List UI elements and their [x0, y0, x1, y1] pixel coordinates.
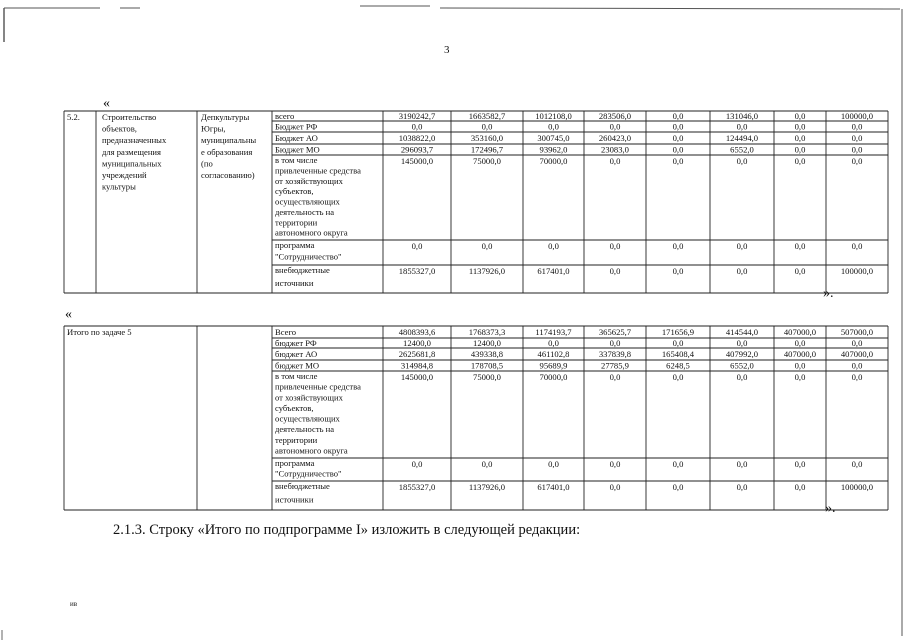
- value-cell: 1137926,0: [468, 482, 506, 492]
- value-cell: 2625681,8: [398, 349, 436, 359]
- value-cell: 6552,0: [730, 360, 754, 371]
- task-name-line: для размещения: [102, 146, 161, 157]
- value-cell: 0,0: [851, 360, 863, 371]
- funding-source-label: деятельность на: [275, 424, 335, 435]
- value-cell: 0,0: [794, 241, 806, 251]
- value-cell: 100000,0: [840, 266, 874, 276]
- funding-source-label: автономного округа: [275, 227, 348, 238]
- funding-source-label: внебюджетные: [275, 481, 330, 491]
- funding-source-label: источники: [275, 278, 314, 288]
- value-cell: 12400,0: [473, 338, 501, 348]
- value-cell: 95689,9: [539, 360, 568, 371]
- task-name-line: учреждений: [102, 170, 147, 180]
- task-name-line: муниципальных: [102, 158, 162, 169]
- value-cell: 131046,0: [725, 111, 759, 121]
- table2-quote-open: «: [65, 307, 72, 322]
- value-cell: 337839,8: [598, 349, 632, 359]
- value-cell: 23083,0: [601, 144, 629, 155]
- value-cell: 70000,0: [539, 372, 568, 382]
- value-cell: 461102,8: [537, 349, 570, 359]
- value-cell: 100000,0: [840, 111, 874, 121]
- value-cell: 6552,0: [730, 144, 754, 155]
- funding-source-label: Бюджет АО: [275, 133, 318, 143]
- task-name-line: предназначенных: [102, 135, 167, 146]
- funding-source-label: осуществляющих: [275, 196, 340, 207]
- value-cell: 617401,0: [537, 266, 570, 276]
- executor-line: Югры,: [201, 123, 226, 134]
- value-cell: 0,0: [672, 338, 684, 348]
- funding-source-label: программа: [275, 458, 315, 468]
- value-cell: 0,0: [736, 156, 748, 166]
- value-cell: 172496,7: [470, 144, 504, 155]
- funding-source-label: "Сотрудничество": [275, 251, 342, 262]
- funding-source-label: в том числе: [275, 155, 318, 165]
- value-cell: 0,0: [794, 121, 806, 132]
- funding-source-label: бюджет АО: [275, 349, 318, 359]
- value-cell: 1855327,0: [398, 482, 436, 492]
- value-cell: 283506,0: [598, 111, 632, 121]
- value-cell: 0,0: [672, 133, 684, 143]
- funding-source-label: бюджет МО: [275, 360, 320, 371]
- funding-source-label: Бюджет РФ: [275, 121, 318, 132]
- value-cell: 1663582,7: [468, 111, 506, 121]
- value-cell: 365625,7: [598, 327, 632, 337]
- value-cell: 407000,0: [783, 327, 817, 337]
- value-cell: 414544,0: [725, 327, 759, 337]
- value-cell: 0,0: [481, 241, 493, 251]
- value-cell: 0,0: [736, 482, 748, 492]
- value-cell: 1174193,7: [535, 327, 572, 337]
- value-cell: 0,0: [548, 338, 559, 348]
- funding-source-label: автономного округа: [275, 445, 348, 456]
- funding-source-label: деятельность на: [275, 206, 335, 217]
- value-cell: 353160,0: [470, 133, 504, 143]
- value-cell: 145000,0: [400, 156, 434, 166]
- value-cell: 0,0: [736, 338, 748, 348]
- value-cell: 0,0: [672, 111, 684, 121]
- page-number: 3: [444, 44, 450, 56]
- funding-source-label: субъектов,: [275, 402, 314, 413]
- value-cell: 171656,9: [661, 327, 695, 337]
- value-cell: 6248,5: [666, 360, 690, 371]
- executor-line: (по: [201, 158, 213, 169]
- value-cell: 0,0: [794, 133, 806, 143]
- value-cell: 0,0: [609, 156, 621, 166]
- funding-source-label: привлеченные средства: [275, 381, 361, 392]
- funding-source-label: в том числе: [275, 371, 318, 381]
- value-cell: 0,0: [609, 338, 621, 348]
- funding-source-label: программа: [275, 240, 315, 250]
- value-cell: 0,0: [548, 459, 559, 469]
- executor-line: Депкультуры: [201, 112, 250, 122]
- row-number: 5.2.: [67, 112, 80, 122]
- value-cell: 1038822,0: [398, 133, 436, 143]
- value-cell: 0,0: [736, 241, 748, 251]
- funding-source-label: территории: [275, 217, 318, 228]
- value-cell: 3190242,7: [398, 111, 436, 121]
- task-name-line: Итого по задаче 5: [67, 327, 132, 337]
- value-cell: 0,0: [609, 241, 621, 251]
- value-cell: 93962,0: [539, 144, 568, 155]
- value-cell: 0,0: [609, 459, 621, 469]
- funding-source-label: субъектов,: [275, 186, 314, 197]
- value-cell: 0,0: [672, 144, 684, 155]
- funding-source-label: бюджет РФ: [275, 338, 317, 348]
- value-cell: 407000,0: [840, 349, 874, 359]
- value-cell: 0,0: [672, 156, 684, 166]
- value-cell: 0,0: [794, 266, 806, 276]
- value-cell: 507000,0: [840, 327, 874, 337]
- value-cell: 100000,0: [840, 482, 874, 492]
- value-cell: 12400,0: [403, 338, 431, 348]
- funding-source-label: территории: [275, 434, 318, 445]
- value-cell: 1012108,0: [535, 111, 572, 121]
- funding-source-label: привлеченные средства: [275, 165, 361, 176]
- task-name-line: культуры: [102, 181, 136, 192]
- value-cell: 0,0: [794, 459, 806, 469]
- value-cell: 0,0: [736, 266, 748, 276]
- footer-mark: ив: [70, 600, 78, 608]
- task-name-line: Строительство: [102, 112, 157, 122]
- value-cell: 0,0: [481, 459, 493, 469]
- value-cell: 314984,8: [400, 360, 434, 371]
- value-cell: 439338,8: [470, 349, 504, 359]
- value-cell: 617401,0: [537, 482, 570, 492]
- executor-line: муниципальны: [201, 135, 257, 146]
- value-cell: 296093,7: [400, 144, 434, 155]
- value-cell: 0,0: [851, 459, 863, 469]
- executor-line: е образования: [201, 146, 253, 157]
- value-cell: 0,0: [672, 266, 684, 276]
- funding-source-label: "Сотрудничество": [275, 468, 342, 479]
- value-cell: 0,0: [609, 372, 621, 382]
- value-cell: 0,0: [609, 482, 621, 492]
- value-cell: 0,0: [672, 372, 684, 382]
- value-cell: 0,0: [609, 266, 621, 276]
- value-cell: 0,0: [411, 121, 423, 132]
- value-cell: 0,0: [794, 338, 806, 348]
- value-cell: 0,0: [411, 459, 423, 469]
- value-cell: 165408,4: [661, 349, 695, 359]
- value-cell: 0,0: [851, 241, 863, 251]
- value-cell: 260423,0: [598, 133, 632, 143]
- value-cell: 75000,0: [473, 156, 501, 166]
- value-cell: 0,0: [851, 338, 863, 348]
- value-cell: 1855327,0: [398, 266, 436, 276]
- value-cell: 0,0: [794, 360, 806, 371]
- value-cell: 0,0: [672, 241, 684, 251]
- value-cell: 0,0: [851, 133, 863, 143]
- value-cell: 0,0: [851, 156, 863, 166]
- value-cell: 0,0: [851, 121, 863, 132]
- funding-source-label: от хозяйствующих: [275, 175, 343, 186]
- table1-quote-open: «: [103, 96, 110, 111]
- value-cell: 0,0: [672, 121, 684, 132]
- executor-line: согласованию): [201, 170, 255, 180]
- value-cell: 0,0: [481, 121, 493, 132]
- value-cell: 178708,5: [470, 360, 504, 371]
- value-cell: 0,0: [609, 121, 621, 132]
- value-cell: 0,0: [851, 372, 863, 382]
- value-cell: 407000,0: [783, 349, 817, 359]
- value-cell: 0,0: [736, 372, 748, 382]
- funding-source-label: Бюджет МО: [275, 144, 320, 155]
- value-cell: 0,0: [548, 121, 559, 132]
- value-cell: 0,0: [672, 482, 684, 492]
- value-cell: 0,0: [794, 144, 806, 155]
- funding-source-label: от хозяйствующих: [275, 392, 343, 403]
- value-cell: 75000,0: [473, 372, 501, 382]
- value-cell: 300745,0: [537, 133, 570, 143]
- table2-quote-close: ».: [825, 501, 836, 516]
- funding-source-label: всего: [275, 111, 295, 121]
- value-cell: 70000,0: [539, 156, 568, 166]
- value-cell: 27785,9: [601, 360, 629, 371]
- value-cell: 0,0: [794, 372, 806, 382]
- value-cell: 0,0: [794, 111, 806, 121]
- funding-source-label: внебюджетные: [275, 265, 330, 275]
- task-name-line: объектов,: [102, 123, 137, 134]
- value-cell: 0,0: [411, 241, 423, 251]
- funding-source-label: осуществляющих: [275, 413, 340, 424]
- value-cell: 4808393,6: [398, 327, 436, 337]
- value-cell: 0,0: [736, 459, 748, 469]
- value-cell: 1768373,3: [468, 327, 506, 337]
- value-cell: 0,0: [548, 241, 559, 251]
- value-cell: 0,0: [851, 144, 863, 155]
- value-cell: 0,0: [672, 459, 684, 469]
- value-cell: 1137926,0: [468, 266, 506, 276]
- funding-source-label: Всего: [275, 327, 297, 337]
- table1-quote-close: ».: [823, 286, 834, 301]
- value-cell: 0,0: [736, 121, 748, 132]
- value-cell: 0,0: [794, 156, 806, 166]
- funding-source-label: источники: [275, 494, 314, 505]
- value-cell: 145000,0: [400, 372, 434, 382]
- value-cell: 407992,0: [725, 349, 759, 359]
- section-heading: 2.1.3. Строку «Итого по подпрограмме I» изложить в следующей редакции:: [113, 522, 581, 538]
- value-cell: 0,0: [794, 482, 806, 492]
- value-cell: 124494,0: [725, 133, 759, 143]
